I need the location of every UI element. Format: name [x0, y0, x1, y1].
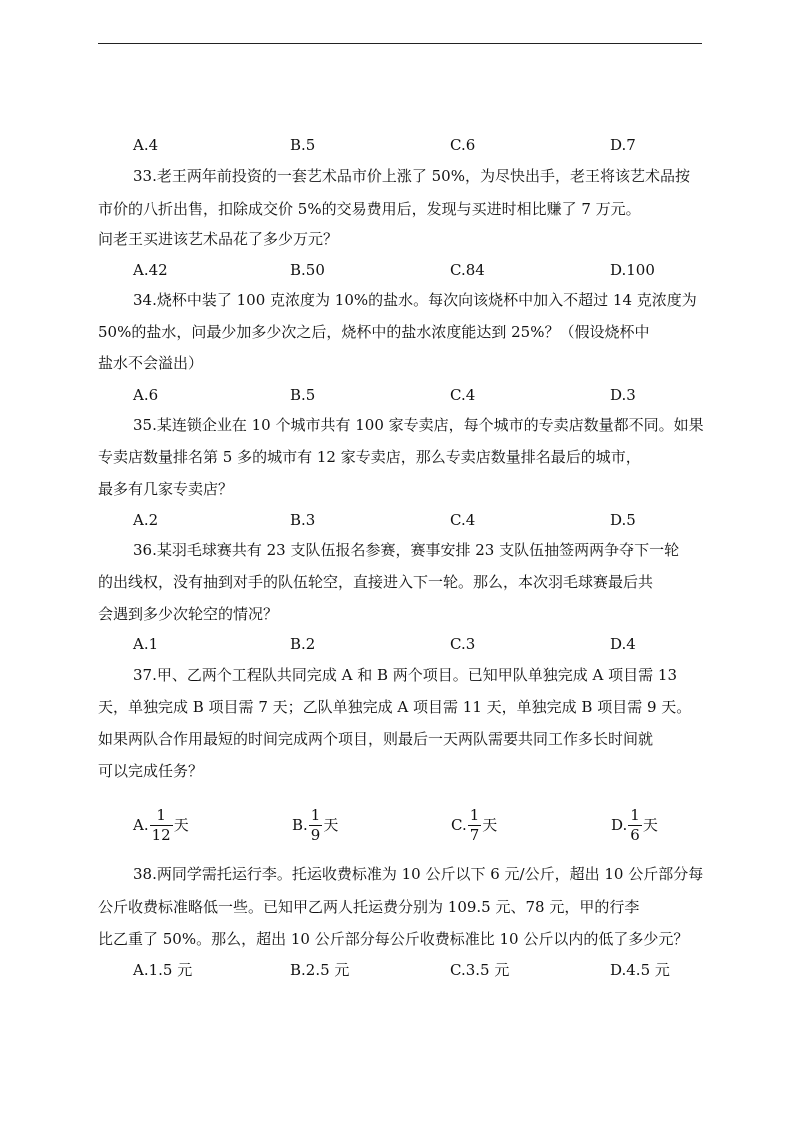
q35-text-line-1: 35.某连锁企业在 10 个城市共有 100 家专卖店，每个城市的专卖店数量都不同。如果 [133, 416, 704, 434]
q36-option-a[interactable]: A.1 [133, 635, 159, 653]
q38-option-b[interactable]: B.2.5 元 [290, 961, 350, 979]
q37-option-a[interactable] [133, 802, 189, 846]
fraction-denominator: 12 [151, 825, 171, 844]
fraction-numerator: 1 [156, 805, 166, 824]
q37-text-line-2: 天，单独完成 B 项目需 7 天；乙队单独完成 A 项目需 11 天，单独完成 B 项目需 9 天。 [98, 698, 692, 716]
q34-option-c[interactable]: C.4 [450, 386, 476, 404]
q38-option-a[interactable]: A.1.5 元 [133, 961, 193, 979]
q33-option-b[interactable]: B.50 [290, 261, 325, 279]
q33-option-d[interactable]: D.100 [610, 261, 655, 279]
fraction-numerator: 1 [630, 805, 640, 824]
q35-option-d[interactable]: D.5 [610, 511, 636, 529]
q37-option-d[interactable] [611, 802, 658, 846]
fraction-numerator: 1 [469, 805, 480, 824]
option-prefix: B. [292, 816, 308, 834]
header-rule [98, 43, 702, 44]
q32-option-b[interactable]: B.5 [290, 136, 316, 154]
option-unit: 天 [173, 816, 189, 834]
q35-text-line-3: 最多有几家专卖店？ [98, 480, 234, 498]
q34-option-a[interactable]: A.6 [133, 386, 159, 404]
q35-option-a[interactable]: A.2 [133, 511, 159, 529]
q34-text-line-3: 盐水不会溢出） [98, 354, 204, 372]
q36-text-line-2: 的出线权，没有抽到对手的队伍轮空，直接进入下一轮。那么，本次羽毛球赛最后共 [98, 573, 654, 591]
fraction [628, 806, 642, 845]
q34-text-line-1: 34.烧杯中装了 100 克浓度为 10%的盐水。每次向该烧杯中加入不超过 14 克浓度为 [133, 291, 697, 309]
q35-text-line-2: 专卖店数量排名第 5 多的城市有 12 家专卖店，那么专卖店数量排名最后的城市， [98, 448, 641, 466]
q36-text-line-1: 36.某羽毛球赛共有 23 支队伍报名参赛，赛事安排 23 支队伍抽签两两争夺下一轮 [133, 541, 680, 559]
fraction [150, 806, 173, 845]
q38-text-line-2: 公斤收费标准略低一些。已知甲乙两人托运费分别为 109.5 元、78 元，甲的行李 [98, 898, 640, 916]
q33-text-line-2: 市价的八折出售，扣除成交价 5%的交易费用后，发现与买进时相比赚了 7 万元。 [98, 200, 641, 218]
option-prefix: C. [451, 816, 467, 834]
q34-option-b[interactable]: B.5 [290, 386, 316, 404]
option-prefix: D. [611, 816, 628, 834]
q35-option-b[interactable]: B.3 [290, 511, 316, 529]
q32-option-d[interactable]: D.7 [610, 136, 636, 154]
option-prefix: A. [133, 816, 149, 834]
fraction-denominator: 6 [630, 825, 640, 844]
q36-option-c[interactable]: C.3 [450, 635, 476, 653]
fraction [468, 806, 482, 845]
q36-option-d[interactable]: D.4 [610, 635, 636, 653]
fraction [309, 806, 323, 845]
q37-text-line-1: 37.甲、乙两个工程队共同完成 A 和 B 两个项目。已知甲队单独完成 A 项目需 13 [133, 666, 678, 684]
q34-text-line-2: 50%的盐水，问最少加多少次之后，烧杯中的盐水浓度能达到 25%？（假设烧杯中 [98, 323, 650, 341]
q34-option-d[interactable]: D.3 [610, 386, 636, 404]
fraction-denominator: 7 [469, 825, 480, 844]
q38-text-line-1: 38.两同学需托运行李。托运收费标准为 10 公斤以下 6 元/公斤，超出 10 公斤部分每 [133, 865, 704, 883]
q37-text-line-4: 可以完成任务？ [98, 762, 204, 780]
q38-option-d[interactable]: D.4.5 元 [610, 961, 670, 979]
fraction-numerator: 1 [310, 805, 321, 824]
option-unit: 天 [642, 816, 658, 834]
option-unit: 天 [482, 816, 498, 834]
q36-text-line-3: 会遇到多少次轮空的情况？ [98, 605, 279, 623]
q33-option-c[interactable]: C.84 [450, 261, 485, 279]
q37-option-b[interactable] [292, 802, 338, 846]
q33-text-line-3: 问老王买进该艺术品花了多少万元？ [98, 230, 339, 248]
q37-text-line-3: 如果两队合作用最短的时间完成两个项目，则最后一天两队需要共同工作多长时间就 [98, 730, 654, 748]
q37-option-c[interactable] [451, 802, 497, 846]
q32-option-a[interactable]: A.4 [133, 136, 159, 154]
q38-option-c[interactable]: C.3.5 元 [450, 961, 510, 979]
q38-text-line-3: 比乙重了 50%。那么，超出 10 公斤部分每公斤收费标准比 10 公斤以内的低了多少元？ [98, 930, 689, 948]
q33-text-line-1: 33.老王两年前投资的一套艺术品市价上涨了 50%，为尽快出手，老王将该艺术品按 [133, 167, 690, 185]
fraction-denominator: 9 [310, 825, 321, 844]
q33-option-a[interactable]: A.42 [133, 261, 168, 279]
q36-option-b[interactable]: B.2 [290, 635, 316, 653]
q32-option-c[interactable]: C.6 [450, 136, 476, 154]
option-unit: 天 [323, 816, 339, 834]
q35-option-c[interactable]: C.4 [450, 511, 476, 529]
